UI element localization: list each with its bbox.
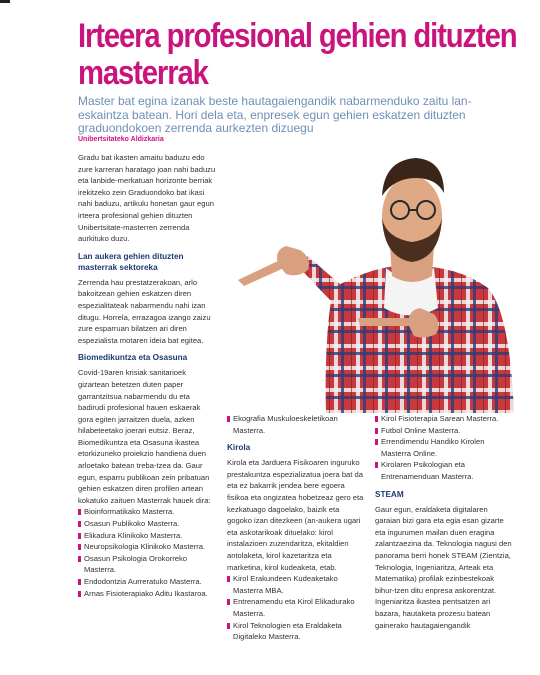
col3-paragraph-2: Ingeniaritza ikastea pentsatzen ari bazara, hautaketa prozesu batean gainerako hautagaiengandik — [375, 597, 491, 630]
lead-paragraph: Master bat egina izanak beste hautagaiengandik nabarmenduko zaitu lan-eskaintza batean. Hori dela eta, enpresek egun gehien eskatzen dituzten graduondokoen zerrenda aurkezten dizuegu — [78, 94, 472, 135]
source-byline: Unibertsitateko Aldizkaria — [78, 136, 164, 143]
list-item: Kirol Erakundeen Kudeaketako Masterra MBA. — [227, 573, 365, 596]
column-2 — [227, 413, 365, 643]
man-pointing-photo — [238, 138, 516, 413]
corner-mark — [0, 0, 10, 3]
list-item: Kirol Teknologien eta Eraldaketa Digitaleko Masterra. — [227, 620, 365, 643]
list-item: Futbol Online Masterra. — [375, 425, 515, 437]
col1-intro: Gradu bat ikasten amaitu baduzu edo zure karreran haratago joan nahi baduzu eta lanbide-merkatuan horizonte berriak irekitzeko zein Graduondoko bat ikasi nahi baduzu, artikulu honetan gaur egun irteera profesional gehien dituzten Unibertsitate-masterren zerrenda aurkituko duzu. — [78, 153, 216, 244]
list-item: Endodontzia Aurreratuko Masterra. — [78, 576, 216, 588]
col2-paragraph-1: Kirola eta Jarduera Fisikoaren inguruko prestakuntza espezializatua joera bat da eta ez bakarrik jendea bere egoera fisikoa eta ongizatea hobetzeaz gero eta kezkatuago dagoelako, baizik eta gogoko izan ditezkeen (an-aukera ugari eta askotarikoak dituelako: kirol instalazioen zuzendaritza, ekitaldien antolaketa, kirol kazetaritza eta marketina, kirol kudeaketa, etab. — [227, 458, 364, 572]
headline-line-2: masterrak — [78, 54, 208, 92]
col3-heading-steam: STEAM — [375, 489, 404, 499]
col1-paragraph-1: Zerrenda hau prestatzerakoan, arlo bakoitzean gehien eskatzen diren espezialitateak nabarmendu nahi izan ditugu. Horrela, errazagoa izango zaizu zure esparruan bilatzen ari diren espezialista motaren ideia bat egitea. — [78, 277, 211, 345]
headline-line-1: Irteera profesional gehien dituzten — [78, 17, 517, 55]
list-item: Arnas Fisioterapiako Aditu Ikastaroa. — [78, 588, 216, 600]
column-3 — [375, 413, 515, 631]
col1-paragraph-2: Covid-19aren krisiak sanitarioek gizartean betetzen duten paper garrantzitsua nabarmendu du eta badirudi profesional hauen eskaerak gora egiten jarraitzen duela, azken hilabeteetako joerari eutsiz. Beraz, Biomedikuntza eta Osasuna ikastea etorkizuneko proiekzio handiena duen arloetako batean treba-tzea da. Gaur egun, esparru publikoan zein pribatuan gehien eskatzen diren profilen artean kokatuko zaituen Masterrak hauek dira: — [78, 368, 211, 505]
list-item: Kirol Fisioterapia Sarean Masterra. — [375, 413, 515, 425]
list-item: Ekografia Muskuloeskeletikoan Masterra. — [227, 413, 365, 436]
list-item: Elikadura Klinikoko Masterra. — [78, 530, 216, 542]
list-item: Errendimendu Handiko Kirolen Masterra Online. — [375, 436, 515, 459]
column-1 — [78, 152, 216, 599]
col2-heading-sport: Kirola — [227, 443, 251, 453]
list-item: Bioinformatikako Masterra. — [78, 506, 216, 518]
col1-heading-1: Lan aukera gehien dituzten masterrak sektoreka — [78, 251, 184, 272]
col1-heading-2: Biomedikuntza eta Osasuna — [78, 353, 188, 363]
list-item: Entrenamendu eta Kirol Elikadurako Masterra. — [227, 596, 365, 619]
list-item: Osasun Publikoko Masterra. — [78, 518, 216, 530]
list-item: Osasun Psikologia Orokorreko Masterra. — [78, 553, 216, 576]
col3-paragraph-1: Gaur egun, eraldaketa digitalaren garaian bizi gara eta egia esan gizarte eta ingurumen mailan duen eragina zalantzaezina da. Teknologia nagusi den panorama berri honek STEAM (Zientzia, Teknologia, Ingeniaritza, Arteak eta Matematika) profilak ezinbestekoak bihur-tzen ditu enpresa askorentzat. — [375, 504, 512, 595]
headline — [78, 17, 517, 92]
list-item: Neuropsikologia Klinikoko Masterra. — [78, 541, 216, 553]
list-item: Kirolaren Psikologian eta Entrenamenduan Masterra. — [375, 459, 515, 482]
